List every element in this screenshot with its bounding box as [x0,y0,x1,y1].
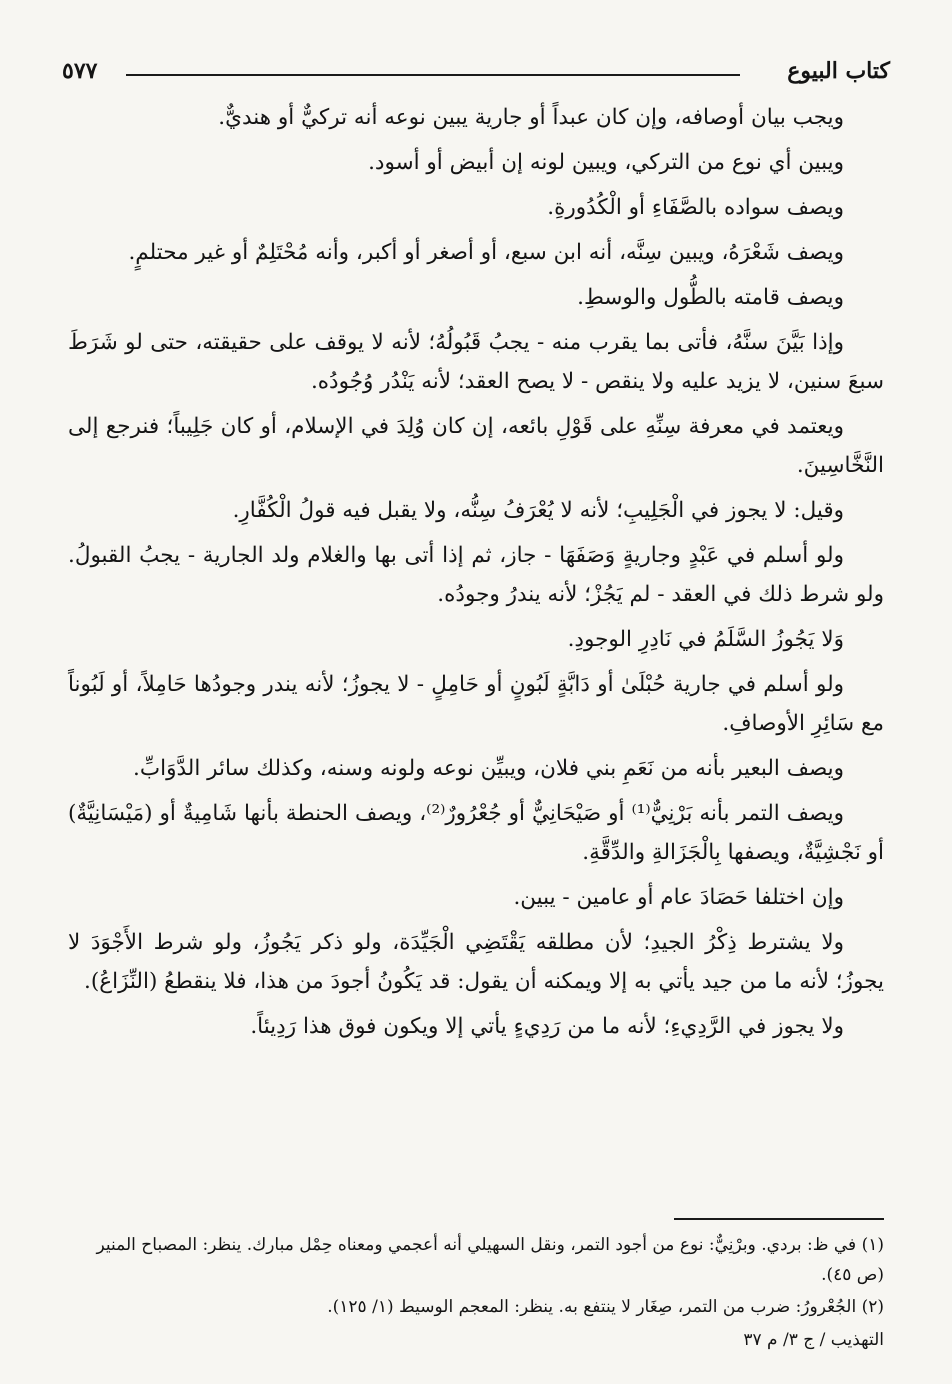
paragraph: ويجب بيان أوصافه، وإن كان عبداً أو جارية يبين نوعه أنه تركيٌّ أو هنديٌّ. [218,105,844,130]
footnote: (١) في ظ: بردي. وبرْنِيٌّ: نوع من أجود التمر، ونقل السهيلي أنه أعجمي ومعناه حِمْل مبارك. ينظر: المصباح المنير (ص ٤٥). [96,1235,884,1285]
signature-mark: التهذيب / ج ٣/ م ٣٧ [743,1330,884,1350]
paragraph: ويعتمد في معرفة سِنِّهِ على قَوْلِ بائعه، إن كان وُلِدَ في الإسلام، أو كان جَلِيباً؛ فنرجع إلى النَّخَّاسِينَ. [68,414,884,478]
header-rule [126,74,740,76]
paragraph: ولو أسلم في جارية حُبْلَىٰ أو دَابَّةٍ لَبُونٍ أو حَامِلٍ - لا يجوزُ؛ لأنه يندر وجودُها حَامِلاً، أو لَبُوناً مع سَائِرِ الأوصافِ. [68,672,884,736]
paragraph: ويصف التمر بأنه بَرْنِيٌّ⁽¹⁾ أو صَيْحَانِيٌّ أو جُعْرُورٌ⁽²⁾، ويصف الحنطة بأنها شَامِيةٌ أو (مَيْسَانِيَّةٌ) أو نَجْشِيَّةٌ، ويصفها بِالْجَزَالةِ والدِّقَّةِ. [68,801,884,865]
page-number: ٥٧٧ [62,58,98,84]
paragraph: وَلا يَجُوزُ السَّلَمُ في نَادِرِ الوجودِ. [567,627,844,652]
main-text [68,98,884,1052]
footnote: (٢) الجُعْرورُ: ضرب من التمر، صِغَار لا ينتفع به. ينظر: المعجم الوسيط (١/ ١٢٥). [327,1297,884,1317]
paragraph: وقيل: لا يجوز في الْجَلِيبِ؛ لأنه لا يُعْرَفُ سِنُّه، ولا يقبل فيه قولُ الْكُفَّارِ. [232,498,844,523]
paragraph: ولا يشترط ذِكْرُ الجيدِ؛ لأن مطلقه يَقْتَضِي الْجَيِّدَة، ولو ذكر يَجُوزُ، ولو شرط الأَجْوَدَ لا يجوزُ؛ لأنه ما من جيد يأتي به إلا ويمكنه أن يقول: قد يَكُونُ أجودَ من هذا، فلا ينقطعُ (النِّزَاعُ). [68,930,884,994]
paragraph: ويصف البعير بأنه من نَعَمِ بني فلان، ويبيِّن نوعه ولونه وسنه، وكذلك سائر الدَّوَابِّ. [133,756,844,781]
paragraph: ولا يجوز في الرَّدِيءِ؛ لأنه ما من رَدِيءٍ يأتي إلا ويكون فوق هذا رَدِيئاً. [250,1014,844,1039]
paragraph: ولو أسلم في عَبْدٍ وجاريةٍ وَصَفَهَا - جاز، ثم إذا أتى بها والغلام ولد الجارية - يجبُ القبولُ. ولو شرط ذلك في العقد - لم يَجُزْ؛ لأنه يندرُ وجودُه. [68,543,884,607]
footnotes [68,1230,884,1324]
paragraph: ويصف سواده بالصَّفَاءِ أو الْكُدُورةِ. [547,195,844,220]
paragraph: وإذا بَيَّنَ سنَّهُ، فأتى بما يقرب منه - يجبُ قَبُولُهُ؛ لأنه لا يوقف على حقيقته، حتى لو شَرَطَ سبعَ سنين، لا يزيد عليه ولا ينقص - لا يصح العقد؛ لأنه يَنْدُر وُجُودُه. [68,330,884,394]
paragraph: ويصف شَعْرَهُ، ويبين سِنَّه، أنه ابن سبع، أو أصغر أو أكبر، وأنه مُحْتَلِمٌ أو غير محتلمٍ. [128,240,844,265]
page-header [62,58,890,92]
paragraph: وإن اختلفا حَصَادَ عام أو عامين - يبين. [513,885,844,910]
running-title: كتاب البيوع [787,58,890,84]
footnote-divider [674,1218,884,1220]
paragraph: ويبين أي نوع من التركي، ويبين لونه إن أبيض أو أسود. [368,150,844,175]
paragraph: ويصف قامته بالطُّول والوسطِ. [577,285,844,310]
